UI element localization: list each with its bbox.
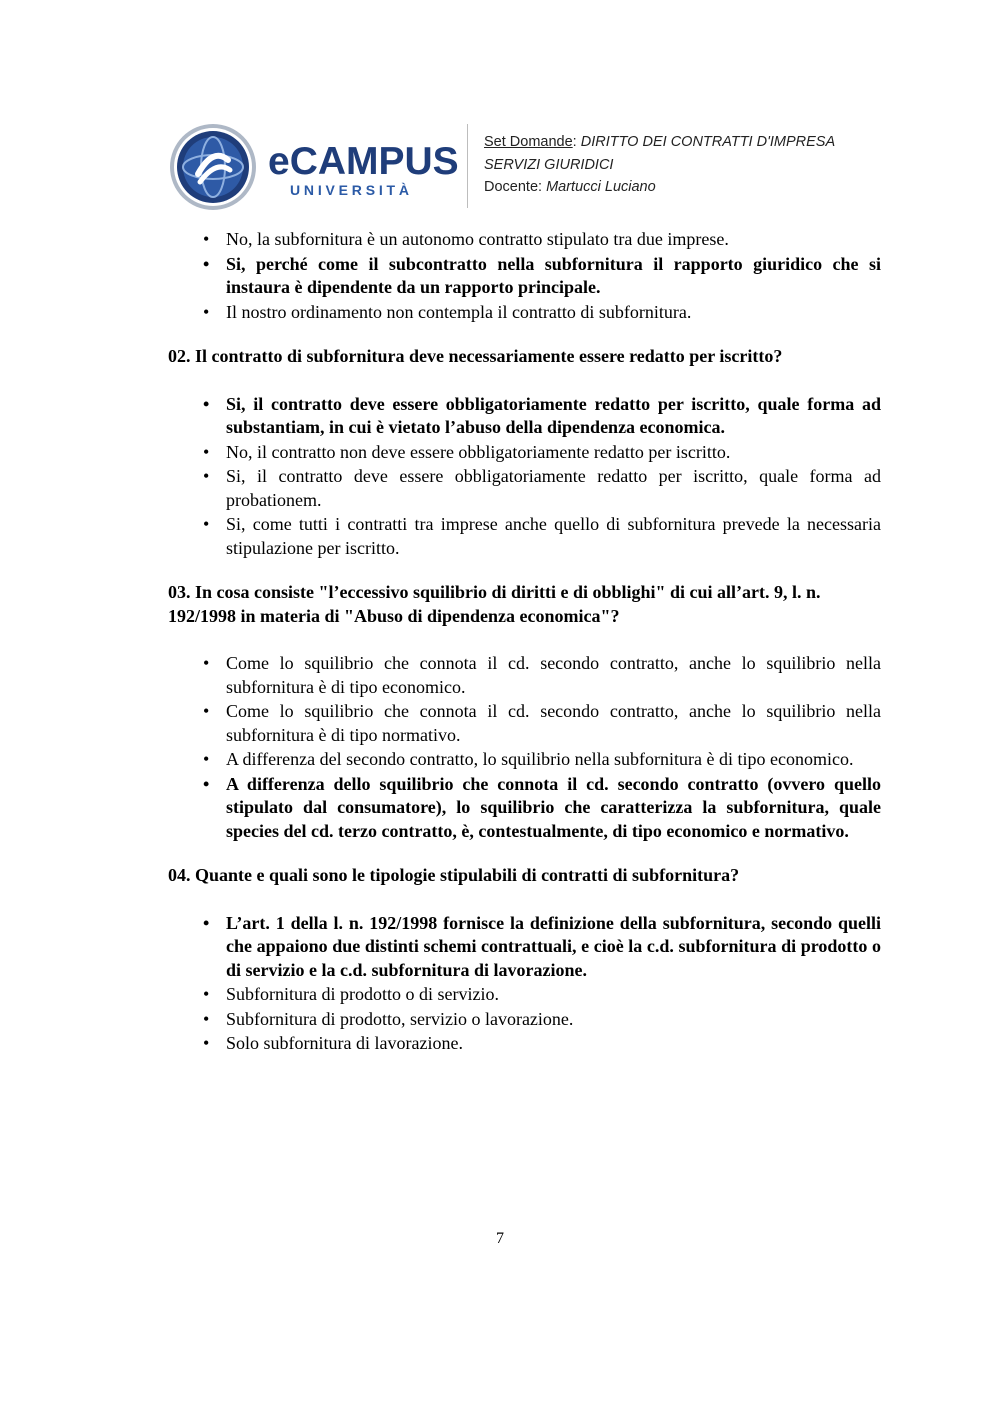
header-divider (467, 124, 468, 208)
header-meta (484, 131, 835, 199)
question-title: 04. Quante e quali sono le tipologie stipulabili di contratti di subfornitura? (168, 865, 740, 885)
answer-list (168, 652, 881, 843)
teacher-line (484, 176, 835, 199)
bullet-icon: • (203, 653, 210, 673)
bullet-icon: • (203, 701, 210, 721)
answer-item: • Solo subfornitura di lavorazione. (168, 1032, 881, 1056)
answer-item-correct: • Si, perché come il subcontratto nella subfornitura il rapporto giuridico che si instaura è dipendente da un rapporto principale. (203, 253, 881, 297)
bullet-icon: • (203, 393, 210, 414)
answer-item: • Si, come tutti i contratti tra imprese anche quello di subfornitura prevede la necessaria stipulazione per iscritto. (203, 514, 881, 558)
bullet-icon: • (203, 773, 210, 794)
set-value-line2: SERVIZI GIURIDICI (484, 156, 614, 173)
bullet-icon: • (203, 514, 210, 534)
bullet-icon: • (203, 253, 210, 274)
brand-name: eCAMPUS (268, 140, 459, 183)
bullet-icon: • (203, 229, 210, 249)
answer-item: • Come lo squilibrio che connota il cd. secondo contratto, anche lo squilibrio nella subfornitura è di tipo normativo. (203, 701, 881, 745)
answer-item: • Subfornitura di prodotto o di servizio. (168, 983, 881, 1007)
answer-item: • A differenza del secondo contratto, lo squilibrio nella subfornitura è di tipo economico. (168, 748, 881, 772)
answer-item-correct: • Si, il contratto deve essere obbligatoriamente redatto per iscritto, quale forma ad substantiam, in cui è vietato l’abuso della dipendenza economica. (203, 393, 881, 437)
question-title: 03. In cosa consiste "l’eccessivo squilibrio di diritti e di obblighi" di cui all’art. 9, l. n. 192/1998 in materia di "Abuso di dipendenza economica"? (168, 582, 821, 626)
teacher-label: Docente: (484, 179, 543, 195)
set-value-line1: DIRITTO DEI CONTRATTI D'IMPRESA (580, 134, 836, 150)
bullet-icon: • (203, 1008, 210, 1029)
bullet-icon: • (203, 984, 210, 1004)
answer-item: • Si, il contratto deve essere obbligatoriamente redatto per iscritto, quale forma ad probationem. (203, 466, 881, 510)
page-header (168, 122, 888, 212)
bullet-icon: • (203, 749, 210, 769)
bullet-icon: • (203, 466, 210, 486)
set-line (484, 131, 835, 154)
brand (268, 142, 458, 212)
answer-item: • Subfornitura di prodotto, servizio o lavorazione. (168, 1008, 881, 1032)
bullet-icon: • (203, 1033, 210, 1053)
answer-item: • Come lo squilibrio che connota il cd. secondo contratto, anche lo squilibrio nella subfornitura è di tipo economico. (203, 653, 881, 697)
answer-item: • Il nostro ordinamento non contempla il contratto di subfornitura. (168, 301, 881, 325)
page-number: 7 (496, 1230, 504, 1247)
bullet-icon: • (203, 301, 210, 322)
question-title: 02. Il contratto di subfornitura deve necessariamente essere redatto per iscritto? (168, 346, 783, 366)
answer-list (168, 912, 881, 1056)
set-label: Set Domande (484, 134, 573, 150)
answer-list (168, 393, 881, 561)
page-content (168, 228, 881, 1057)
teacher-value: Martucci Luciano (546, 179, 656, 195)
ecampus-globe-logo-icon (168, 122, 258, 212)
intro-answer-list (168, 228, 881, 324)
bullet-icon: • (203, 441, 210, 462)
answer-item: • No, il contratto non deve essere obbligatoriamente redatto per iscritto. (168, 441, 881, 465)
set-separator: : (572, 134, 577, 150)
bullet-icon: • (203, 912, 210, 933)
brand-subtitle: UNIVERSITÀ (290, 182, 413, 198)
answer-item: • No, la subfornitura è un autonomo contratto stipulato tra due imprese. (168, 228, 881, 252)
answer-item-correct: • L’art. 1 della l. n. 192/1998 fornisce la definizione della subfornitura, secondo quelli che appaiono due distinti schemi contrattuali, e cioè la c.d. subfornitura di prodotto o di servizio e la c.d. subfornitura di lavorazione. (203, 912, 881, 980)
answer-item-correct: • A differenza dello squilibrio che connota il cd. secondo contratto (ovvero quello stipulato dal consumatore), lo squilibrio che caratterizza la subfornitura, quale species del cd. terzo contratto, è, contestualmente, di tipo economico e normativo. (203, 773, 881, 841)
